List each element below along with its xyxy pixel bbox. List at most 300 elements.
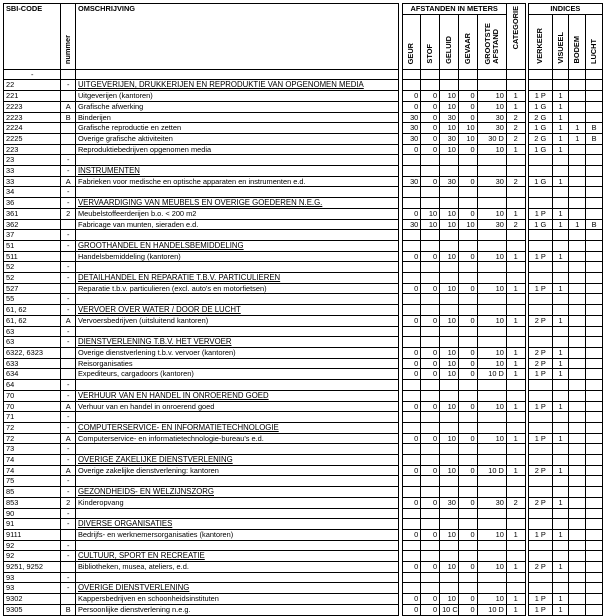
bodem-cell bbox=[569, 176, 586, 187]
categorie-cell: 2 bbox=[506, 176, 525, 187]
omschrijving-cell: Reproduktiebedrijven opgenomen media bbox=[75, 144, 398, 155]
omschrijving-cell bbox=[75, 476, 398, 487]
table-row bbox=[4, 283, 603, 294]
geur-cell: 0 bbox=[402, 101, 421, 112]
geur-cell: 0 bbox=[402, 401, 421, 412]
gevaar-cell bbox=[458, 508, 477, 519]
categorie-cell: 2 bbox=[506, 123, 525, 134]
geluid-cell: 30 bbox=[440, 112, 459, 123]
verkeer-cell bbox=[528, 519, 552, 530]
categorie-cell bbox=[506, 230, 525, 241]
grootste-afstand-cell bbox=[477, 166, 506, 177]
verkeer-cell: 1 P bbox=[528, 91, 552, 102]
nummer-cell: - bbox=[61, 240, 76, 251]
section-row bbox=[4, 519, 603, 530]
omschrijving-cell: GROOTHANDEL EN HANDELSBEMIDDELING bbox=[75, 240, 398, 251]
gevaar-cell bbox=[458, 262, 477, 273]
categorie-cell bbox=[506, 412, 525, 423]
gevaar-cell: 0 bbox=[458, 497, 477, 508]
stof-cell bbox=[421, 305, 440, 316]
sbi-code-cell: 61, 62 bbox=[4, 315, 61, 326]
omschrijving-cell: GEZONDHEIDS- EN WELZIJNSZORG bbox=[75, 487, 398, 498]
nummer-cell: - bbox=[61, 80, 76, 91]
geur-cell: 0 bbox=[402, 251, 421, 262]
lucht-cell bbox=[586, 347, 603, 358]
gevaar-cell bbox=[458, 583, 477, 594]
nummer-cell: - bbox=[61, 476, 76, 487]
geluid-cell: 10 bbox=[440, 369, 459, 380]
stof-cell bbox=[421, 230, 440, 241]
geur-cell bbox=[402, 540, 421, 551]
geur-cell: 0 bbox=[402, 369, 421, 380]
omschrijving-cell bbox=[75, 508, 398, 519]
gevaar-cell: 0 bbox=[458, 208, 477, 219]
bodem-cell bbox=[569, 401, 586, 412]
verkeer-cell: 2 P bbox=[528, 465, 552, 476]
gevaar-cell: 0 bbox=[458, 465, 477, 476]
lucht-cell bbox=[586, 604, 603, 615]
lucht-cell bbox=[586, 294, 603, 305]
grootste-afstand-cell bbox=[477, 583, 506, 594]
categorie-cell bbox=[506, 337, 525, 348]
sbi-code-cell: 75 bbox=[4, 476, 61, 487]
verkeer-cell bbox=[528, 390, 552, 401]
visueel-cell bbox=[552, 412, 569, 423]
lucht-cell bbox=[586, 91, 603, 102]
lucht-cell bbox=[586, 166, 603, 177]
bodem-cell bbox=[569, 551, 586, 562]
omschrijving-cell: Fabricage van munten, sieraden e.d. bbox=[75, 219, 398, 230]
table-row bbox=[4, 176, 603, 187]
stof-cell bbox=[421, 273, 440, 284]
verkeer-cell bbox=[528, 240, 552, 251]
grootste-afstand-cell: 30 bbox=[477, 112, 506, 123]
grootste-afstand-cell bbox=[477, 230, 506, 241]
bodem-cell bbox=[569, 369, 586, 380]
verkeer-cell: 1 G bbox=[528, 123, 552, 134]
geur-cell bbox=[402, 380, 421, 391]
bodem-cell bbox=[569, 230, 586, 241]
geluid-cell: 10 bbox=[440, 562, 459, 573]
verkeer-cell: 1 G bbox=[528, 101, 552, 112]
grootste-afstand-cell: 10 bbox=[477, 529, 506, 540]
stof-cell: 10 bbox=[421, 208, 440, 219]
nummer-cell: 2 bbox=[61, 208, 76, 219]
sbi-code-cell: 2223 bbox=[4, 112, 61, 123]
gevaar-cell: 0 bbox=[458, 594, 477, 605]
omschrijving-cell bbox=[75, 572, 398, 583]
geur-cell: 30 bbox=[402, 112, 421, 123]
geur-cell bbox=[402, 422, 421, 433]
sbi-code-cell: 90 bbox=[4, 508, 61, 519]
grootste-afstand-cell: 10 D bbox=[477, 604, 506, 615]
stof-cell: 0 bbox=[421, 176, 440, 187]
grootste-afstand-cell: 10 bbox=[477, 562, 506, 573]
section-row bbox=[4, 337, 603, 348]
table-row bbox=[4, 497, 603, 508]
categorie-cell bbox=[506, 198, 525, 209]
bodem-cell bbox=[569, 91, 586, 102]
gevaar-cell bbox=[458, 412, 477, 423]
bodem-cell bbox=[569, 251, 586, 262]
grootste-afstand-cell bbox=[477, 551, 506, 562]
visueel-cell bbox=[552, 390, 569, 401]
geur-cell: 0 bbox=[402, 208, 421, 219]
sbi-code-cell: 73 bbox=[4, 444, 61, 455]
nummer-cell bbox=[61, 358, 76, 369]
sbi-code-cell: 61, 62 bbox=[4, 305, 61, 316]
header-bodem: BODEM bbox=[569, 14, 586, 69]
stof-cell: 0 bbox=[421, 497, 440, 508]
header-blank bbox=[477, 69, 506, 80]
geluid-cell bbox=[440, 519, 459, 530]
omschrijving-cell: Binderijen bbox=[75, 112, 398, 123]
geur-cell: 0 bbox=[402, 433, 421, 444]
bodem-cell: 1 bbox=[569, 219, 586, 230]
sbi-code-cell: 92 bbox=[4, 551, 61, 562]
geluid-cell: 10 C bbox=[440, 604, 459, 615]
visueel-cell bbox=[552, 519, 569, 530]
geur-cell: 30 bbox=[402, 219, 421, 230]
table-row bbox=[4, 251, 603, 262]
bodem-cell bbox=[569, 390, 586, 401]
header-indices: INDICES bbox=[528, 4, 602, 15]
grootste-afstand-cell bbox=[477, 294, 506, 305]
geur-cell bbox=[402, 337, 421, 348]
geur-cell: 0 bbox=[402, 562, 421, 573]
grootste-afstand-cell: 10 bbox=[477, 315, 506, 326]
verkeer-cell: 2 G bbox=[528, 133, 552, 144]
lucht-cell bbox=[586, 144, 603, 155]
visueel-cell: 1 bbox=[552, 101, 569, 112]
bodem-cell bbox=[569, 166, 586, 177]
grootste-afstand-cell bbox=[477, 444, 506, 455]
omschrijving-cell: DETAILHANDEL EN REPARATIE T.B.V. PARTICULIEREN bbox=[75, 273, 398, 284]
omschrijving-cell bbox=[75, 380, 398, 391]
section-row bbox=[4, 422, 603, 433]
sbi-code-cell: 527 bbox=[4, 283, 61, 294]
gevaar-cell bbox=[458, 305, 477, 316]
lucht-cell bbox=[586, 583, 603, 594]
stof-cell: 0 bbox=[421, 465, 440, 476]
stof-cell: 0 bbox=[421, 529, 440, 540]
categorie-cell bbox=[506, 476, 525, 487]
lucht-cell bbox=[586, 551, 603, 562]
categorie-cell bbox=[506, 455, 525, 466]
geluid-cell: 10 bbox=[440, 401, 459, 412]
gevaar-cell bbox=[458, 444, 477, 455]
geur-cell bbox=[402, 198, 421, 209]
gevaar-cell: 0 bbox=[458, 529, 477, 540]
lucht-cell bbox=[586, 273, 603, 284]
section-row bbox=[4, 198, 603, 209]
lucht-cell bbox=[586, 455, 603, 466]
stof-cell bbox=[421, 187, 440, 198]
visueel-cell bbox=[552, 508, 569, 519]
table-row bbox=[4, 91, 603, 102]
nummer-cell bbox=[61, 91, 76, 102]
verkeer-cell: 1 P bbox=[528, 208, 552, 219]
table-row bbox=[4, 465, 603, 476]
verkeer-cell: 1 P bbox=[528, 594, 552, 605]
nummer-cell bbox=[61, 562, 76, 573]
header-blank bbox=[61, 69, 76, 80]
stof-cell bbox=[421, 390, 440, 401]
stof-cell bbox=[421, 572, 440, 583]
stof-cell: 0 bbox=[421, 123, 440, 134]
visueel-cell bbox=[552, 487, 569, 498]
geluid-cell bbox=[440, 294, 459, 305]
gevaar-cell: 0 bbox=[458, 401, 477, 412]
section-row bbox=[4, 390, 603, 401]
visueel-cell bbox=[552, 230, 569, 241]
verkeer-cell bbox=[528, 326, 552, 337]
table-row bbox=[4, 433, 603, 444]
geluid-cell bbox=[440, 326, 459, 337]
geur-cell bbox=[402, 572, 421, 583]
section-row bbox=[4, 551, 603, 562]
visueel-cell: 1 bbox=[552, 133, 569, 144]
gevaar-cell: 0 bbox=[458, 251, 477, 262]
lucht-cell: B bbox=[586, 123, 603, 134]
section-row bbox=[4, 326, 603, 337]
categorie-cell: 1 bbox=[506, 91, 525, 102]
verkeer-cell bbox=[528, 262, 552, 273]
verkeer-cell bbox=[528, 444, 552, 455]
nummer-cell bbox=[61, 369, 76, 380]
categorie-cell bbox=[506, 294, 525, 305]
visueel-cell: 1 bbox=[552, 401, 569, 412]
sbi-code-cell: 33 bbox=[4, 166, 61, 177]
gevaar-cell bbox=[458, 166, 477, 177]
sbi-code-cell: 70 bbox=[4, 390, 61, 401]
gevaar-cell: 0 bbox=[458, 315, 477, 326]
section-row bbox=[4, 455, 603, 466]
visueel-cell: 1 bbox=[552, 123, 569, 134]
omschrijving-cell: Expediteurs, cargadoors (kantoren) bbox=[75, 369, 398, 380]
sbi-code-cell: 9111 bbox=[4, 529, 61, 540]
omschrijving-cell: Handelsbemiddeling (kantoren) bbox=[75, 251, 398, 262]
visueel-cell: 1 bbox=[552, 112, 569, 123]
gevaar-cell: 0 bbox=[458, 562, 477, 573]
sbi-code-cell: 63 bbox=[4, 337, 61, 348]
categorie-cell bbox=[506, 540, 525, 551]
sbi-code-cell: 9302 bbox=[4, 594, 61, 605]
bodem-cell: 1 bbox=[569, 133, 586, 144]
omschrijving-cell: DIVERSE ORGANISATIES bbox=[75, 519, 398, 530]
geur-cell bbox=[402, 551, 421, 562]
geur-cell: 0 bbox=[402, 358, 421, 369]
table-row bbox=[4, 347, 603, 358]
omschrijving-cell bbox=[75, 294, 398, 305]
verkeer-cell: 1 P bbox=[528, 369, 552, 380]
visueel-cell: 1 bbox=[552, 562, 569, 573]
grootste-afstand-cell bbox=[477, 519, 506, 530]
omschrijving-cell: UITGEVERIJEN, DRUKKERIJEN EN REPRODUKTIE VAN OPGENOMEN MEDIA bbox=[75, 80, 398, 91]
geluid-cell: 10 bbox=[440, 315, 459, 326]
stof-cell: 0 bbox=[421, 433, 440, 444]
gevaar-cell bbox=[458, 230, 477, 241]
header-blank bbox=[421, 69, 440, 80]
stof-cell bbox=[421, 551, 440, 562]
gevaar-cell bbox=[458, 380, 477, 391]
stof-cell: 0 bbox=[421, 283, 440, 294]
header-omschrijving: OMSCHRIJVING bbox=[75, 4, 398, 70]
categorie-cell bbox=[506, 508, 525, 519]
table-row bbox=[4, 123, 603, 134]
bodem-cell bbox=[569, 294, 586, 305]
section-row bbox=[4, 294, 603, 305]
lucht-cell bbox=[586, 476, 603, 487]
section-row bbox=[4, 230, 603, 241]
visueel-cell bbox=[552, 326, 569, 337]
gevaar-cell bbox=[458, 476, 477, 487]
nummer-cell bbox=[61, 594, 76, 605]
lucht-cell bbox=[586, 562, 603, 573]
grootste-afstand-cell: 30 bbox=[477, 497, 506, 508]
geluid-cell: 10 bbox=[440, 91, 459, 102]
categorie-cell: 1 bbox=[506, 251, 525, 262]
nummer-cell bbox=[61, 219, 76, 230]
table-row bbox=[4, 529, 603, 540]
stof-cell bbox=[421, 444, 440, 455]
sbi-code-cell: 9251, 9252 bbox=[4, 562, 61, 573]
omschrijving-cell bbox=[75, 540, 398, 551]
lucht-cell bbox=[586, 262, 603, 273]
geluid-cell: 30 bbox=[440, 497, 459, 508]
gevaar-cell bbox=[458, 487, 477, 498]
omschrijving-cell bbox=[75, 412, 398, 423]
grootste-afstand-cell: 30 bbox=[477, 219, 506, 230]
stof-cell bbox=[421, 487, 440, 498]
lucht-cell bbox=[586, 176, 603, 187]
nummer-cell: - bbox=[61, 326, 76, 337]
table-body bbox=[4, 80, 603, 615]
sbi-code-cell: 52 bbox=[4, 262, 61, 273]
lucht-cell bbox=[586, 390, 603, 401]
nummer-cell: - bbox=[61, 380, 76, 391]
nummer-cell: - bbox=[61, 337, 76, 348]
gevaar-cell: 0 bbox=[458, 176, 477, 187]
lucht-cell bbox=[586, 380, 603, 391]
geluid-cell bbox=[440, 305, 459, 316]
sbi-code-cell: 361 bbox=[4, 208, 61, 219]
header-blank bbox=[458, 69, 477, 80]
nummer-cell: - bbox=[61, 187, 76, 198]
sbi-code-cell: 34 bbox=[4, 187, 61, 198]
sbi-code-cell: 70 bbox=[4, 401, 61, 412]
header-blank bbox=[402, 69, 421, 80]
geur-cell: 0 bbox=[402, 315, 421, 326]
stof-cell bbox=[421, 519, 440, 530]
section-row bbox=[4, 166, 603, 177]
gevaar-cell bbox=[458, 422, 477, 433]
nummer-cell bbox=[61, 347, 76, 358]
section-row bbox=[4, 583, 603, 594]
geur-cell bbox=[402, 273, 421, 284]
visueel-cell bbox=[552, 262, 569, 273]
sbi-code-cell: 72 bbox=[4, 433, 61, 444]
bodem-cell bbox=[569, 358, 586, 369]
geluid-cell: 10 bbox=[440, 433, 459, 444]
bodem-cell bbox=[569, 572, 586, 583]
section-row bbox=[4, 572, 603, 583]
visueel-cell bbox=[552, 155, 569, 166]
visueel-cell: 1 bbox=[552, 347, 569, 358]
verkeer-cell: 2 P bbox=[528, 497, 552, 508]
categorie-cell: 1 bbox=[506, 283, 525, 294]
table-row bbox=[4, 315, 603, 326]
verkeer-cell bbox=[528, 198, 552, 209]
stof-cell: 0 bbox=[421, 315, 440, 326]
nummer-cell bbox=[61, 144, 76, 155]
grootste-afstand-cell: 30 D bbox=[477, 133, 506, 144]
lucht-cell bbox=[586, 444, 603, 455]
nummer-cell: - bbox=[61, 412, 76, 423]
lucht-cell bbox=[586, 540, 603, 551]
omschrijving-cell: Overige grafische aktiviteiten bbox=[75, 133, 398, 144]
geur-cell bbox=[402, 187, 421, 198]
geluid-cell bbox=[440, 540, 459, 551]
table-row bbox=[4, 208, 603, 219]
bodem-cell bbox=[569, 604, 586, 615]
nummer-cell: - bbox=[61, 540, 76, 551]
omschrijving-cell: Overige zakelijke dienstverlening: kantoren bbox=[75, 465, 398, 476]
gevaar-cell: 0 bbox=[458, 433, 477, 444]
categorie-cell bbox=[506, 326, 525, 337]
verkeer-cell: 2 P bbox=[528, 358, 552, 369]
nummer-cell: - bbox=[61, 508, 76, 519]
geluid-cell bbox=[440, 198, 459, 209]
sbi-code-cell: 223 bbox=[4, 144, 61, 155]
table-row bbox=[4, 562, 603, 573]
categorie-cell bbox=[506, 166, 525, 177]
verkeer-cell bbox=[528, 572, 552, 583]
bodem-cell bbox=[569, 187, 586, 198]
geluid-cell bbox=[440, 187, 459, 198]
sbi-code-cell: 511 bbox=[4, 251, 61, 262]
omschrijving-cell: INSTRUMENTEN bbox=[75, 166, 398, 177]
header-sbi-code: SBI-CODE bbox=[4, 4, 61, 70]
geluid-cell bbox=[440, 337, 459, 348]
geur-cell: 0 bbox=[402, 144, 421, 155]
bodem-cell bbox=[569, 112, 586, 123]
bodem-cell bbox=[569, 519, 586, 530]
gevaar-cell bbox=[458, 540, 477, 551]
categorie-cell bbox=[506, 422, 525, 433]
header-blank bbox=[552, 69, 569, 80]
geluid-cell: 10 bbox=[440, 465, 459, 476]
gevaar-cell: 0 bbox=[458, 369, 477, 380]
omschrijving-cell: Uitgeverijen (kantoren) bbox=[75, 91, 398, 102]
sbi-code-cell: 74 bbox=[4, 465, 61, 476]
section-row bbox=[4, 380, 603, 391]
verkeer-cell bbox=[528, 476, 552, 487]
bodem-cell bbox=[569, 305, 586, 316]
gevaar-cell: 10 bbox=[458, 133, 477, 144]
bodem-cell bbox=[569, 315, 586, 326]
sbi-code-cell: 74 bbox=[4, 455, 61, 466]
nummer-cell: - bbox=[61, 198, 76, 209]
bodem-cell bbox=[569, 273, 586, 284]
section-row bbox=[4, 487, 603, 498]
bodem-cell bbox=[569, 433, 586, 444]
grootste-afstand-cell: 10 bbox=[477, 208, 506, 219]
categorie-cell: 2 bbox=[506, 112, 525, 123]
lucht-cell bbox=[586, 401, 603, 412]
geluid-cell bbox=[440, 455, 459, 466]
sbi-code-cell: 63 bbox=[4, 326, 61, 337]
